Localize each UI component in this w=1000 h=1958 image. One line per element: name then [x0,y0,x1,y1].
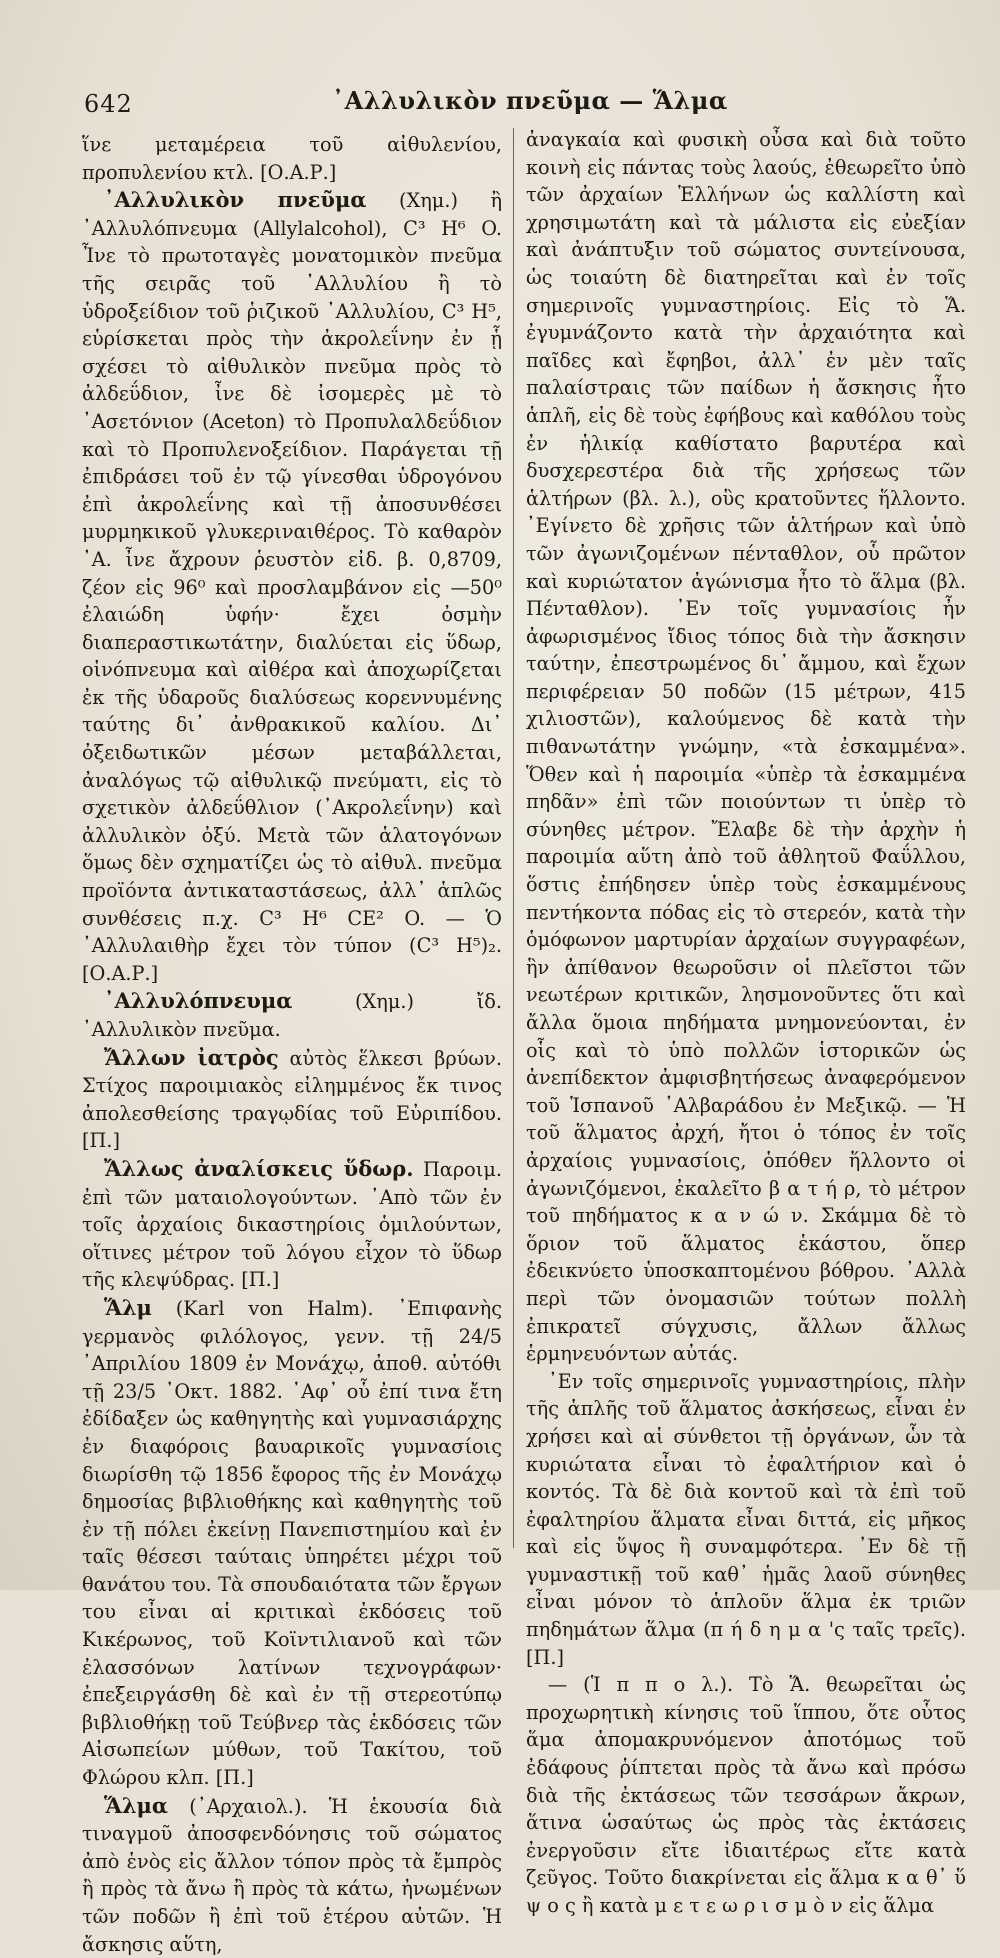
entry-halm [82,1294,502,1792]
entry-lemma: ᾿Αλλυλόπνευμα [104,988,293,1014]
entry-lemma: Ἅλμα [104,1792,169,1818]
entry-allylopneuma [82,987,502,1043]
column-divider [513,128,514,1548]
entry-allon-iatros [82,1044,502,1155]
entry-paragraph [526,1671,966,1919]
entry-paragraph [526,1368,966,1672]
page-number: 642 [84,90,133,118]
running-head: ᾿Αλλυλικὸν πνεῦμα — Ἅλμα [332,86,728,115]
entry-lemma: Ἄλλων ἰατρὸς [104,1044,279,1070]
entry-text: — (Ἱ π π ο λ.). Τὸ Ἅ. θεωρεῖται ὡς προχωρητικὴ κίνησις τοῦ ἵππου, ὅτε οὗτος ἅμα ἀπομακρυνόμενον ἀποτόμως τοῦ ἐδάφους ῥίπτεται πρὸς τὰ ἄνω καὶ πρόσω διὰ τῆς ἐκτάσεως τῶν τεσσάρων ἄκρων, ἅτινα ὡσαύτως ὡς πρὸς τὰς ἐκτάσεις ἐνεργοῦσιν εἴτε ἰδιαιτέρως εἴτε κατὰ ζεῦγος. Τοῦτο διακρίνεται εἰς ἅλμα κ α θ᾿ ὕ ψ ο ς ἢ κατὰ μ ε τ ε ω ρ ι σ μ ὸ ν εἰς ἅλμα [526,1673,966,1917]
entry-text: αὐτὸς ἕλκεσι βρύων. Στίχος παροιμιακὸς εἰλημμένος ἔκ τινος ἀπολεσθείσης τραγῳδίας τοῦ Εὐριπίδου. [Π.] [82,1046,502,1153]
entry-lemma: Ἄλλως ἀναλίσκεις ὕδωρ. [104,1155,414,1181]
left-column [82,130,502,1958]
entry-allos-analiskeis [82,1155,502,1294]
entry-lemma: ᾿Αλλυλικὸν πνεῦμα [104,187,367,213]
entry-text: (Χημ.) ἢ ᾿Αλλυλόπνευμα (Allylalcohol), C³ H⁶ O. Ἶνε τὸ πρωτοταγὲς μονατομικὸν πνεῦμα τῆς σειρᾶς τοῦ ᾿Αλλυλίου ἢ τὸ ὑδροξείδιον τοῦ ῥιζικοῦ ᾿Αλλυλίου, C³ H⁵, εὑρίσκεται πρὸς τὴν ἀκρολεΐνην ἐν ᾗ σχέσει τὸ αἰθυλικὸν πνεῦμα πρὸς τὸ ἀλδεΰδιον, ἶνε δὲ ἰσομερὲς μὲ τὸ ᾿Ασετόνιον (Aceton) τὸ Προπυλαλδεΰδιον καὶ τὸ Προπυλενοξείδιον. Παράγεται τῇ ἐπιδράσει τοῦ ἐν τῷ γίνεσθαι ὑδρογόνου ἐπὶ ἀκρολεΐνης καὶ τῇ ἀποσυνθέσει μυρμηκικοῦ γλυκεριναιθέρος. Τὸ καθαρὸν ᾿Α. ἶνε ἄχρουν ῥευστὸν εἰδ. β. 0,8709, ζέον εἰς 96⁰ καὶ προσλαμβάνον εἰς —50⁰ ἐλαιώδη ὑφήν· ἔχει ὀσμὴν διαπεραστικωτάτην, διαλύεται εἰς ὕδωρ, οἰνόπνευμα καὶ αἰθέρα καὶ ἀποχωρίζεται ἐκ τῆς ὑδαροῦς διαλύσεως κορεννυμένης ταύτης δι᾿ ἀνθρακικοῦ καλίου. Δι᾿ ὀξειδωτικῶν μέσων μεταβάλλεται, ἀναλόγως τῷ αἰθυλικῷ πνεύματι, εἰς τὸ σχετικὸν ἀλδεΰθλιον (᾿Ακρολεΐνην) καὶ ἀλλυλικὸν ὀξύ. Μετὰ τῶν ἁλατογόνων ὅμως δὲν σχηματίζει ὡς τὸ αἰθυλ. πνεῦμα προϊόντα ἀντικαταστάσεως, ἀλλ᾿ ἁπλῶς συνθέσεις π.χ. C³ H⁶ CE² O. — Ὁ ᾿Αλλυλαιθὴρ ἔχει τὸν τύπον (C³ H⁵)₂. [Ο.Α.Ρ.] [82,189,503,985]
entry-text: (Χημ.) ἴδ. ᾿Αλλυλικὸν πνεῦμα. [82,990,502,1041]
right-column [526,126,966,1920]
entry-continuation [82,130,502,186]
entry-continuation [526,126,966,1368]
entry-allylikon-pneuma [82,186,502,987]
entry-text: Παροιμ. ἐπὶ τῶν ματαιολογούντων. ᾿Απὸ τῶν ἐν τοῖς ἀρχαίοις δικαστηρίοις ὁμιλούντων, οἵτινες μέτρον τοῦ λόγου εἶχον τὸ ὕδωρ τῆς κλεψύδρας. [Π.] [82,1157,502,1292]
entry-lemma: Ἅλμ [104,1294,152,1320]
entry-text: (Karl von Halm). ᾿Επιφανὴς γερμανὸς φιλόλογος, γενν. τῇ 24/5 ᾿Απριλίου 1809 ἐν Μονάχῳ, ἀποθ. αὐτόθι τῇ 23/5 ᾿Οκτ. 1882. ᾿Αφ᾿ οὗ ἐπί τινα ἔτη ἐδίδαξεν ὡς καθηγητὴς καὶ γυμνασιάρχης ἐν διαφόροις βαυαρικοῖς γυμνασίοις διωρίσθη τῷ 1856 ἔφορος τῆς ἐν Μονάχῳ δημοσίας βιβλιοθήκης καὶ καθηγητὴς τοῦ ἐν τῇ πόλει ἐκείνῃ Πανεπιστημίου καὶ ἐν ταῖς θέσεσι ταύταις ὑπηρέτει μέχρι τοῦ θανάτου του. Τὰ σπουδαιότατα τῶν ἔργων του εἶναι αἱ κριτικαὶ ἐκδόσεις τοῦ Κικέρωνος, τοῦ Κοϊντιλιανοῦ καὶ τῶν ἐλασσόνων λατίνων τεχνογράφων· ἐπεξειργάσθη δὲ καὶ ἐν τῇ στερεοτύπῳ βιβλιοθήκῃ τοῦ Τεύβνερ τὰς ἐκδόσεις τῶν Αἰσωπείων μύθων, τοῦ Τακίτου, τοῦ Φλώρου κλπ. [Π.] [82,1296,502,1790]
entry-text: ᾿Εν τοῖς σημερινοῖς γυμναστηρίοις, πλὴν τῆς ἁπλῆς τοῦ ἅλματος ἀσκήσεως, εἶναι ἐν χρήσει καὶ αἱ σύνθετοι τῇ ὀργάνων, ὧν τὰ κυριώτατα εἶναι τὸ ἐφαλτήριον καὶ ὁ κοντός. Τὰ δὲ διὰ κοντοῦ καὶ τὰ ἐπὶ τοῦ ἐφαλτηρίου ἅλματα εἶναι διττά, εἰς μῆκος καὶ εἰς ὕψος ἢ συναμφότερα. ᾿Εν δὲ τῇ γυμναστικῇ τοῦ καθ᾿ ἡμᾶς λαοῦ σύνηθες εἶναι μόνον τὸ ἁπλοῦν ἅλμα ἐκ τριῶν πηδημάτων ἅλμα (π ή δ η μ α 'ς ταῖς τρεῖς). [Π.] [526,1369,966,1669]
entry-text: (᾿Αρχαιολ.). Ἡ ἑκουσία διὰ τιναγμοῦ ἀποσφενδόνησις τοῦ σώματος ἀπὸ ἑνὸς εἰς ἄλλον τόπον πρὸς τὰ ἔμπρὸς ἢ πρὸς τὰ ἄνω ἢ πρὸς τὰ κάτω, ἠνωμένων τῶν ποδῶν ἢ ἐπὶ τοῦ ἑτέρου αὐτῶν. Ἡ ἄσκησις αὕτη, [82,1794,502,1956]
entry-text: ἀναγκαία καὶ φυσικὴ οὖσα καὶ διὰ τοῦτο κοινὴ εἰς πάντας τοὺς λαούς, ἐθεωρεῖτο ὑπὸ τῶν ἀρχαίων Ἑλλήνων ὡς καλλίστη καὶ χρησιμωτάτη καὶ τὰ μάλιστα εἰς εὐεξίαν καὶ ἀνάπτυξιν τοῦ σώματος συντείνουσα, ὡς τοιαύτη δὲ διατηρεῖται καὶ ἐν τοῖς σημερινοῖς γυμναστηρίοις. Εἰς τὸ Ἅ. ἐγυμνάζοντο κατὰ τὴν ἀρχαιότητα καὶ παῖδες καὶ ἔφηβοι, ἀλλ᾿ ἐν μὲν ταῖς παλαίστραις τῶν παίδων ἡ ἄσκησις ἦτο ἁπλῆ, εἰς δὲ τοὺς ἐφήβους καὶ καθόλου τοὺς ἐν ἡλικίᾳ καθίστατο βαρυτέρα καὶ δυσχερεστέρα διὰ τῆς χρήσεως τῶν ἁλτήρων (βλ. λ.), οὓς κρατοῦντες ἥλλοντο. ᾿Εγίνετο δὲ χρῆσις τῶν ἁλτήρων καὶ ὑπὸ τῶν ἀγωνιζομένων πένταθλον, οὗ πρῶτον καὶ κυριώτατον ἀγώνισμα ἦτο τὸ ἅλμα (βλ. Πένταθλον). ᾿Εν τοῖς γυμνασίοις ἦν ἀφωρισμένος ἴδιος τόπος διὰ τὴν ἄσκησιν ταύτην, ἐπεστρωμένος δι᾿ ἄμμου, καὶ ἔχων περιφέρειαν 50 ποδῶν (15 μέτρων, 415 χιλιοστῶν), καλούμενος δὲ κατὰ τὴν πιθανωτάτην γνώμην, «τὰ ἐσκαμμένα». Ὅθεν καὶ ἡ παροιμία «ὑπὲρ τὰ ἐσκαμμένα πηδᾶν» ἐπὶ τῶν ποιούντων τι ὑπὲρ τὸ σύνηθες μέτρον. Ἔλαβε δὲ τὴν ἀρχὴν ἡ παροιμία αὕτη ἀπὸ τοῦ ἀθλητοῦ Φαΰλλου, ὅστις ἐπήδησεν ὑπὲρ τοὺς ἐσκαμμένους πεντήκοντα πόδας εἰς τὸ στερεόν, κατὰ τὴν ὁμόφωνον μαρτυρίαν ἀρχαίων συγγραφέων, ἣν ἀπίθανον θεωροῦσιν οἱ πλεῖστοι τῶν νεωτέρων κριτικῶν, λησμονοῦντες ὅτι καὶ ἄλλα ὅμοια πηδήματα μνημονεύονται, ἐν οἷς καὶ τὸ ὑπὸ πολλῶν ἱστορικῶν ὡς ἀνεπίδεκτον ἀμφισβητήσεως ἀναφερόμενον τοῦ Ἱσπανοῦ ᾿Αλβαράδου ἐν Μεξικῷ. — Ἡ τοῦ ἅλματος ἀρχή, ἤτοι ὁ τόπος ἐν τοῖς ἀρχαίοις γυμνασίοις, ὁπόθεν ἥλλοντο οἱ ἀγωνιζόμενοι, ἐκαλεῖτο β α τ ή ρ, τὸ μέτρον τοῦ πηδήματος κ α ν ώ ν. Σκάμμα δὲ τὸ ὅριον τοῦ ἅλματος ἑκάστου, ὅπερ ἐδεικνύετο ὑποσκαπτομένου βόθρου. ᾿Αλλὰ περὶ τῶν ὀνομασιῶν τούτων πολλὴ ἐπικρατεῖ σύγχυσις, ἄλλων ἄλλως ἑρμηνευόντων αὐτάς. [526,128,966,1366]
entry-text: ἵνε μεταμέρεια τοῦ αἰθυλενίου, προπυλενίου κτλ. [Ο.Α.Ρ.] [82,133,502,184]
entry-halma [82,1792,502,1958]
